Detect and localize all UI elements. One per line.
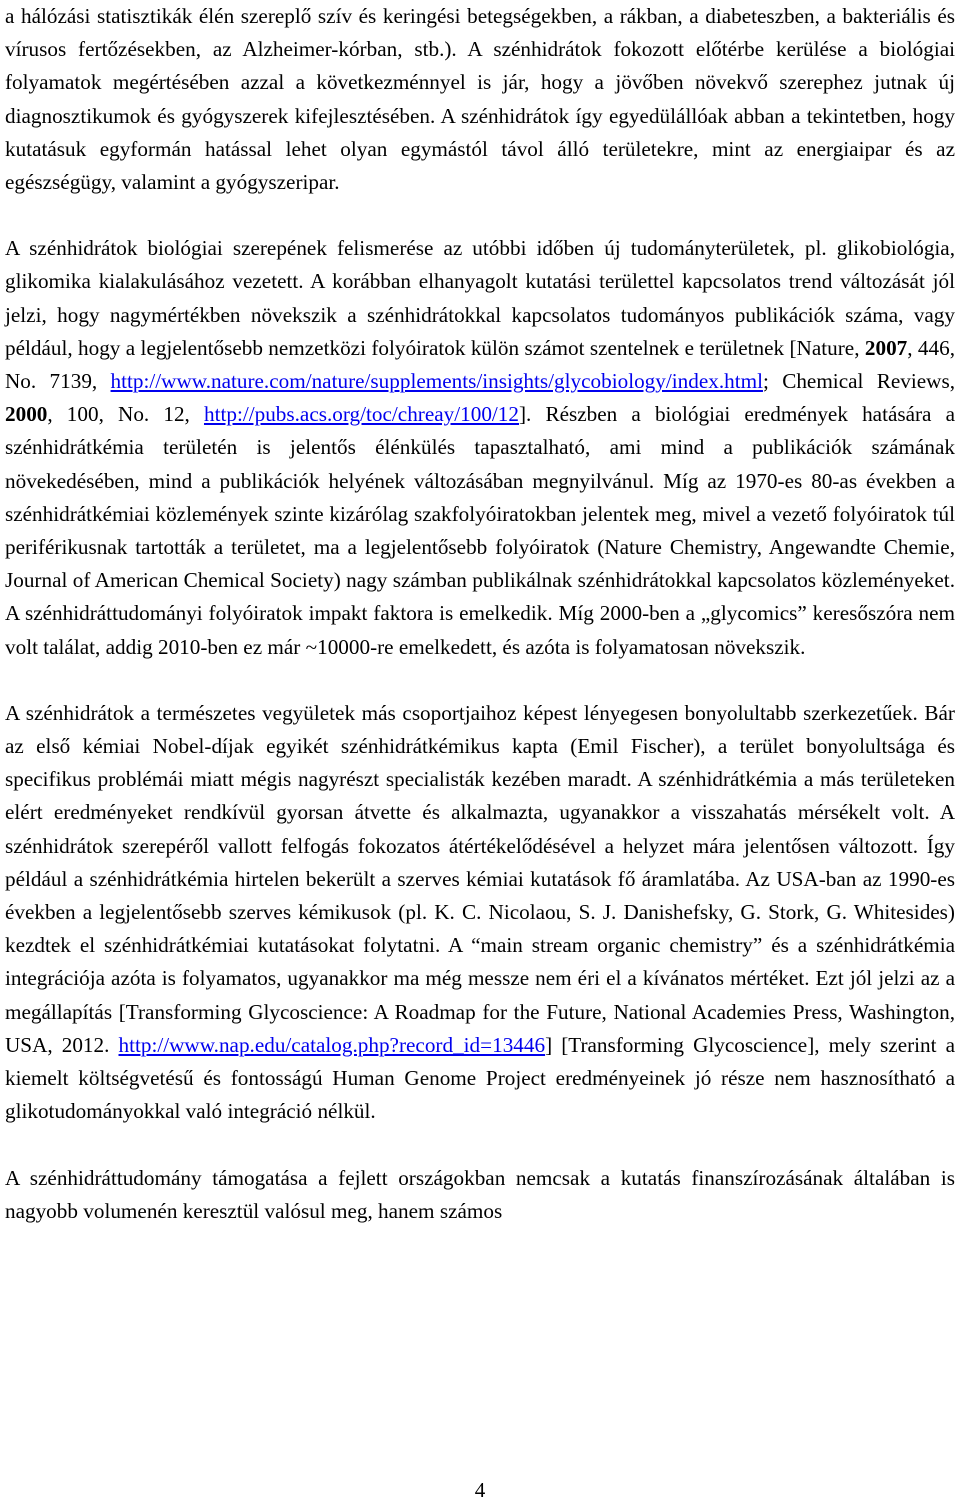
nap-catalog-link[interactable]: http://www.nap.edu/catalog.php?record_id=13446 <box>118 1032 546 1057</box>
paragraph-2 <box>5 232 955 664</box>
chemical-reviews-year: 2000 <box>5 402 48 427</box>
paragraph-3-text-2: ] [Transforming Glycoscience], mely szerint a kiemelt költségvetésű és fontosságú Human Genome Project eredményeinek jó része nem hasznosítható a glikotudományokkal való integráció nélkül. <box>5 1032 955 1124</box>
paragraph-2-text-1: A szénhidrátok biológiai szerepének felismerése az utóbbi időben új tudományterületek, pl. glikobiológia, glikomika kialakulásához vezetett. A korábban elhanyagolt kutatási területtel kapcsolatos trend változását jól jelzi, hogy nagymértékben növekszik a szénhidrátokkal kapcsolatos tudományos publikációk száma, vagy például, hogy a legjelentősebb nemzetközi folyóiratok külön számot szentelnek e területnek [Nature, <box>5 236 955 360</box>
paragraph-1 <box>5 0 955 199</box>
paragraph-2-text-4: , 100, No. 12, <box>47 402 204 427</box>
paragraph-4 <box>5 1162 955 1228</box>
paragraph-2-text-3: ; Chemical Reviews, <box>762 369 955 394</box>
paragraph-2-text-2: , 446, No. 7139, <box>5 335 955 394</box>
paragraph-2-text-5: ]. Részben a biológiai eredmények hatására a szénhidrátkémia területén is jelentős élénkülés tapasztalható, ami mind a publikációk számának növekedésében, mind a publikációk helyének változásában megnyilvánul. Míg az 1970-es 80-as években a szénhidrátkémiai közlemények szinte kizárólag szakfolyóiratokban jelentek meg, mivel a vezető folyóiratok túl periférikusnak tartották a területet, ma a legjelentősebb folyóiratok (Nature Chemistry, Angewandte Chemie, Journal of American Chemical Society) nagy számban publikálnak szénhidrátokkal kapcsolatos közleményeket. A szénhidráttudományi folyóiratok impakt faktora is emelkedik. Míg 2000-ben a „glycomics” keresőszóra nem volt találat, addig 2010-ben ez már ~10000-re emelkedett, és azóta is folyamatosan növekszik. <box>5 402 956 659</box>
nature-glycobiology-link[interactable]: http://www.nature.com/nature/supplements/insights/glycobiology/index.html <box>110 369 763 394</box>
paragraph-3 <box>5 697 955 1129</box>
paragraph-gap <box>5 664 955 697</box>
document-page <box>5 0 955 1228</box>
paragraph-4-text: A szénhidráttudomány támogatása a fejlett országokban nemcsak a kutatás finanszírozásának általában is nagyobb volumenén keresztül valósul meg, hanem számos <box>5 1165 955 1223</box>
acs-chemical-reviews-link[interactable]: http://pubs.acs.org/toc/chreay/100/12 <box>203 402 519 427</box>
page-number: 4 <box>474 1478 486 1502</box>
nature-year: 2007 <box>864 335 908 360</box>
paragraph-gap <box>5 199 955 232</box>
paragraph-3-text-1: A szénhidrátok a természetes vegyületek más csoportjaihoz képest lényegesen bonyolultabb szerkezetűek. Bár az első kémiai Nobel-díjak egyikét szénhidrátkémikus kapta (Emil Fischer), a terület bonyolultsága és specifikus problémái miatt mégis nagyrészt specialisták kezében maradt. A szénhidrátkémia a más területeken elért eredményeket rendkívül gyorsan átvette és alkalmazta, ugyanakkor a visszahatás mérsékelt volt. A szénhidrátok szerepéről vallott felfogás fokozatos átértékelődésével a helyzet mára jelentősen változott. Így például a szénhidrátkémia hirtelen bekerült a szerves kémiai kutatások fő áramlatába. Az USA-ban az 1990-es években a legjelentősebb szerves kémikusok (pl. K. C. Nicolaou, S. J. Danishefsky, G. Stork, G. Whitesides) kezdtek el szénhidrátkémiai kutatásokat folytatni. A “main stream organic chemistry” és a szénhidrátkémia integrációja azóta is folyamatos, ugyanakkor ma még messze nem éri el a kívánatos mértéket. Ezt jól jelzi az a megállapítás [Transforming Glycoscience: A Roadmap for the Future, National Academies Press, Washington, USA, 2012. <box>5 700 955 1057</box>
paragraph-gap <box>5 1129 955 1162</box>
paragraph-1-text: a hálózási statisztikák élén szereplő szív és keringési betegségekben, a rákban, a diabeteszben, a bakteriális és vírusos fertőzésekben, az Alzheimer-kórban, stb.). A szénhidrátok fokozott előtérbe kerülése a biológiai folyamatok megértésében azzal a következménnyel is jár, hogy a jövőben növekvő szerephez jutnak új diagnosztikumok és gyógyszerek kifejlesztésében. A szénhidrátok így egyedülállóak abban a tekintetben, hogy kutatásuk egyformán hatással lehet olyan egymástól távol álló területekre, mint az energiaipar és az egészségügy, valamint a gyógyszeripar. <box>5 4 955 195</box>
